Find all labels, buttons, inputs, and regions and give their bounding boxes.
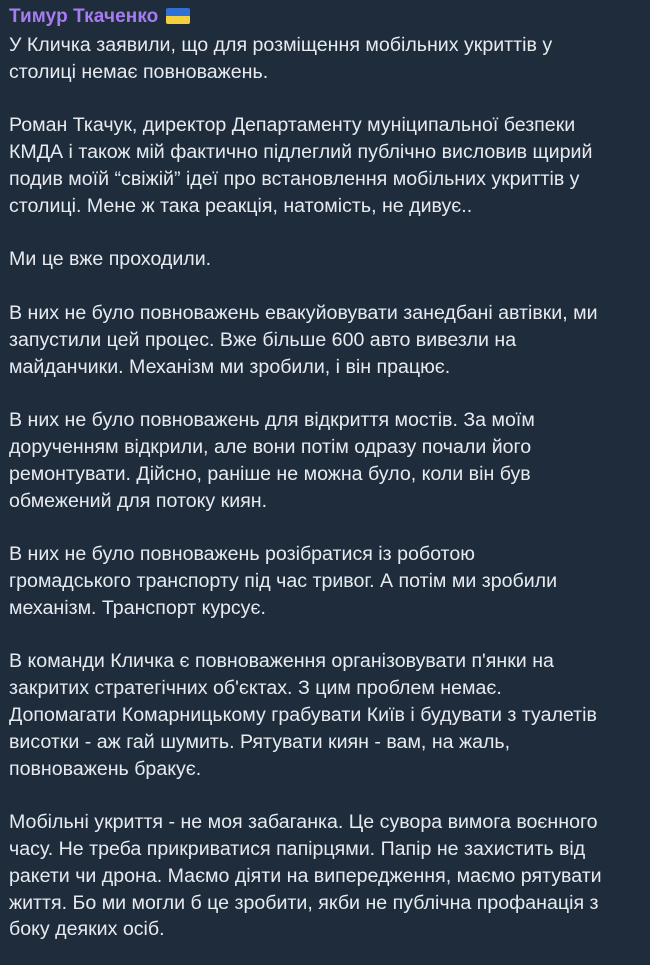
- sender-name[interactable]: Тимур Ткаченко: [9, 6, 159, 27]
- message-paragraph: В них не було повноважень розібратися із роботою громадського транспорту під час тривог. А потім ми зробили механізм. Транспорт курсує.: [9, 543, 558, 619]
- message-paragraph: В команди Кличка є повноваження організовувати п'янки на закритих стратегічних об'єктах. З цим проблем немає. Допомагати Комарницькому грабувати Київ і будувати з туалетів висотки - аж гай шумить. Рятувати киян - вам, на жаль, повноважень бракує.: [9, 650, 597, 780]
- sender-row: [9, 4, 650, 30]
- message-paragraph: Ми це вже проходили.: [9, 248, 212, 271]
- message-paragraph: В них не було повноважень для відкриття мостів. За моїм дорученням відкрили, але вони потім одразу почали його ремонтувати. Дійсно, раніше не можна було, коли він був обмежений для потоку киян.: [9, 409, 535, 512]
- message-text: [9, 32, 643, 943]
- message-paragraph: Роман Ткачук, директор Департаменту муніципальної безпеки КМДА і також мій фактично підлеглий публічно висловив щирий подив моїй “свіжій” ідеї про встановлення мобільних укриттів у столиці. Мене ж така реакція, натомість, не дивує..: [9, 114, 593, 217]
- message-paragraph: Мобільні укриття - не моя забаганка. Це сувора вимога воєнного часу. Не треба прикриватися папірцями. Папір не захистить від ракети чи дрона. Маємо діяти на випередження, маємо рятувати життя. Бо ми могли б це зробити, якби не публічна профанація з боку деяких осіб.: [9, 811, 602, 941]
- message-paragraph: У Кличка заявили, що для розміщення мобільних укриттів у столиці немає повноважень.: [9, 34, 553, 83]
- message-paragraph: В них не було повноважень евакуйовувати занедбані автівки, ми запустили цей процес. Вже більше 600 авто вивезли на майданчики. Механізм ми зробили, і він працює.: [9, 301, 598, 378]
- ukraine-flag-icon: [166, 8, 190, 24]
